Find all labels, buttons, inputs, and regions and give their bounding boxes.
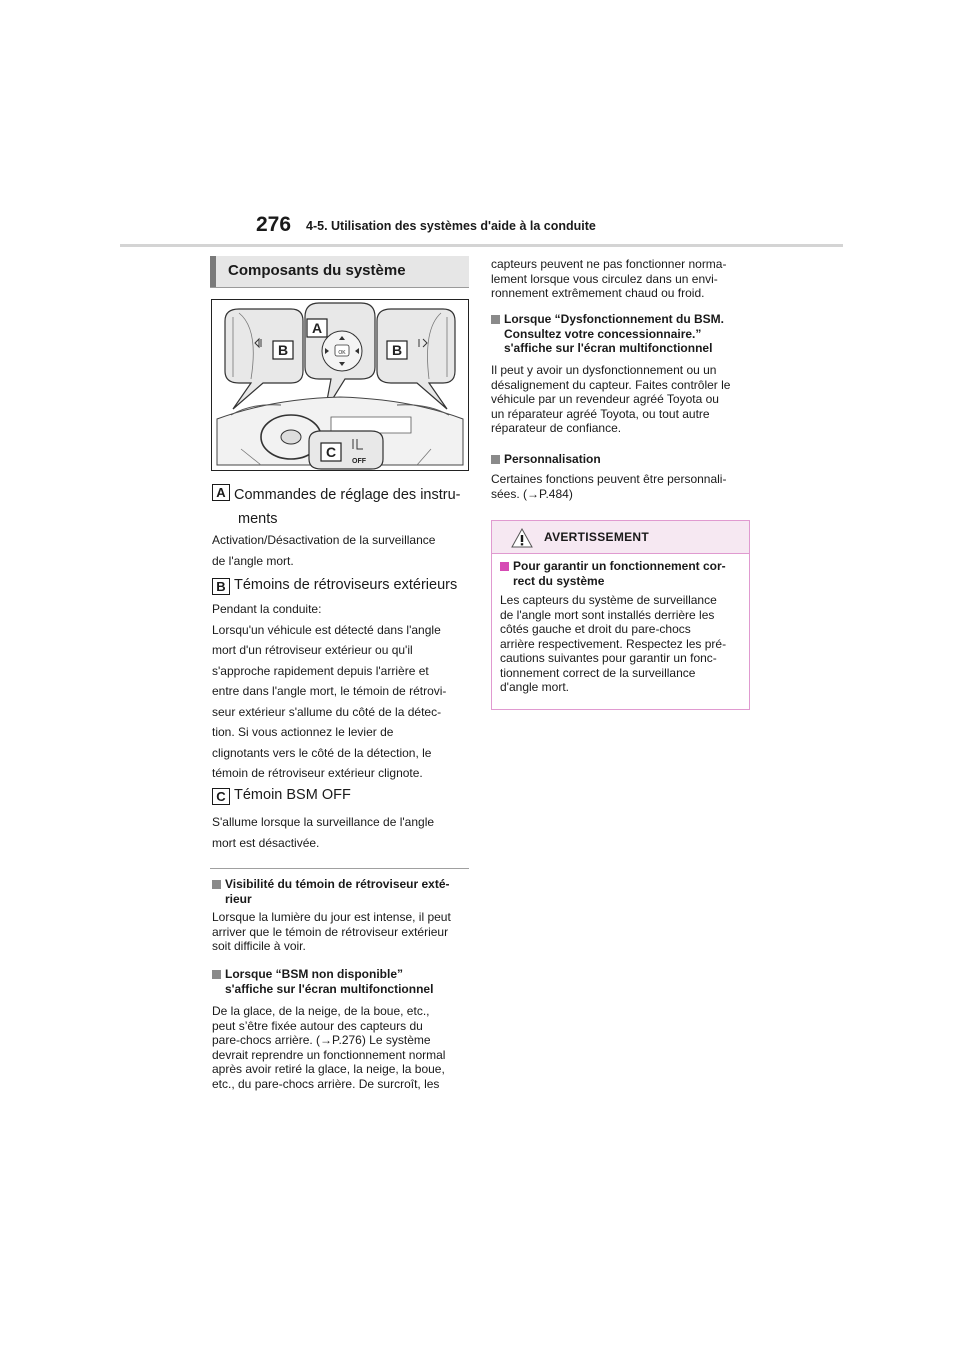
- section-title-underline: [210, 287, 469, 288]
- dashboard-illustration: [211, 299, 469, 471]
- item-b-desc: Pendant la conduite: Lorsqu'un véhicule est détecté dans l'angle mort d'un rétroviseur extérieur ou qu'il s'approche rapidement depuis l'arrière et entre dans l'angle mort, le témoin de rétrovi- seur extérieur s'allume du côté de la détec- tion. Si vous actionnez le levier de clignotants vers le côté de la détection, le témoin de rétroviseur extérieur clignote.: [212, 602, 447, 780]
- bsm-off-callout: [309, 431, 383, 469]
- note-bullet-square: [491, 315, 500, 324]
- item-a-title-line: Commandes de réglage des instru-: [234, 487, 461, 503]
- item-c-letter: C: [212, 788, 230, 805]
- warning-triangle-icon: [511, 528, 533, 548]
- warning-header: [492, 521, 749, 554]
- callout-b-left: [273, 341, 293, 359]
- item-a-desc: Activation/Désactivation de la surveillance de l'angle mort.: [212, 533, 436, 568]
- item-c-title-text: Témoin BSM OFF: [234, 787, 351, 803]
- callout-a: [307, 319, 327, 337]
- note-bullet-square: [491, 455, 500, 464]
- callout-b-right: [387, 341, 407, 359]
- section-title: Composants du système: [228, 262, 406, 279]
- item-a-letter: A: [212, 484, 230, 501]
- svg-text:C: C: [325, 444, 337, 460]
- note-customization-body: Certaines fonctions peuvent être personnali- sées. (→P.484): [491, 472, 727, 501]
- notes-separator: [210, 868, 469, 869]
- section-title-box: [210, 256, 469, 287]
- callout-c: [321, 443, 341, 461]
- note-visibility-body: Lorsque la lumière du jour est intense, il peut arriver que le témoin de rétroviseur extérieur soit difficile à voir.: [212, 910, 451, 953]
- item-c-desc: S'allume lorsque la surveillance de l'angle mort est désactivée.: [212, 815, 435, 850]
- item-b-title-text: Témoins de rétroviseurs extérieurs: [234, 577, 458, 593]
- warning-body: Les capteurs du système de surveillance de l'angle mort sont installés derrière les côtés gauche et droit du pare-chocs arrière respectivement. Respectez les pré- cautions suivantes pour garantir un fonc- tionnement correct de la surveillance d'angle mort.: [500, 593, 727, 694]
- ok-text: OK: [338, 350, 346, 356]
- svg-text:B: B: [277, 342, 289, 358]
- item-b-letter: B: [212, 578, 230, 595]
- off-text: OFF: [352, 458, 366, 465]
- warning-title: AVERTISSEMENT: [544, 530, 650, 544]
- note-bsm-malfunction-body: Il peut y avoir un dysfonctionnement ou un désalignement du capteur. Faites contrôler le véhicule par un revendeur agréé Toyota ou un réparateur agréé Toyota, ou tout autre réparateur de confiance.: [491, 363, 731, 435]
- note-bsm-unavailable-body: De la glace, de la neige, de la boue, etc., peut s’être fixée autour des capteurs du pare-chocs arrière. (→P.276) Le système devrait reprendre un fonctionnement normal après avoir retiré la glace, la neige, la boue, etc., du pare-chocs arrière. De surcroît, les: [212, 1004, 446, 1091]
- running-header: 4-5. Utilisation des systèmes d'aide à la conduite: [306, 219, 596, 233]
- continuation-text: capteurs peuvent ne pas fonctionner norma- lement lorsque vous circulez dans un envi- ronnement extrêmement chaud ou froid.: [491, 257, 727, 300]
- page-number: 276: [256, 213, 292, 236]
- item-a-title-line: ments: [238, 511, 278, 527]
- note-bullet-square: [212, 880, 221, 889]
- warning-box: AVERTISSEMENT Pour garantir un fonctionnement cor- rect du système Les capteurs du système de surveillance de l'angle mort sont installés derrière les côtés gauche et droit du pare-chocs arrière respectivement. Respectez les pré- cautions suivantes pour garantir un fonc- tionnement correct de la surveillance d'angle mort.: [491, 520, 750, 710]
- note-bullet-square: [212, 970, 221, 979]
- system-components-figure: [211, 299, 469, 471]
- warning-bullet-square: [500, 562, 509, 571]
- svg-text:A: A: [311, 320, 323, 336]
- svg-text:B: B: [391, 342, 403, 358]
- header-rule: [120, 244, 843, 247]
